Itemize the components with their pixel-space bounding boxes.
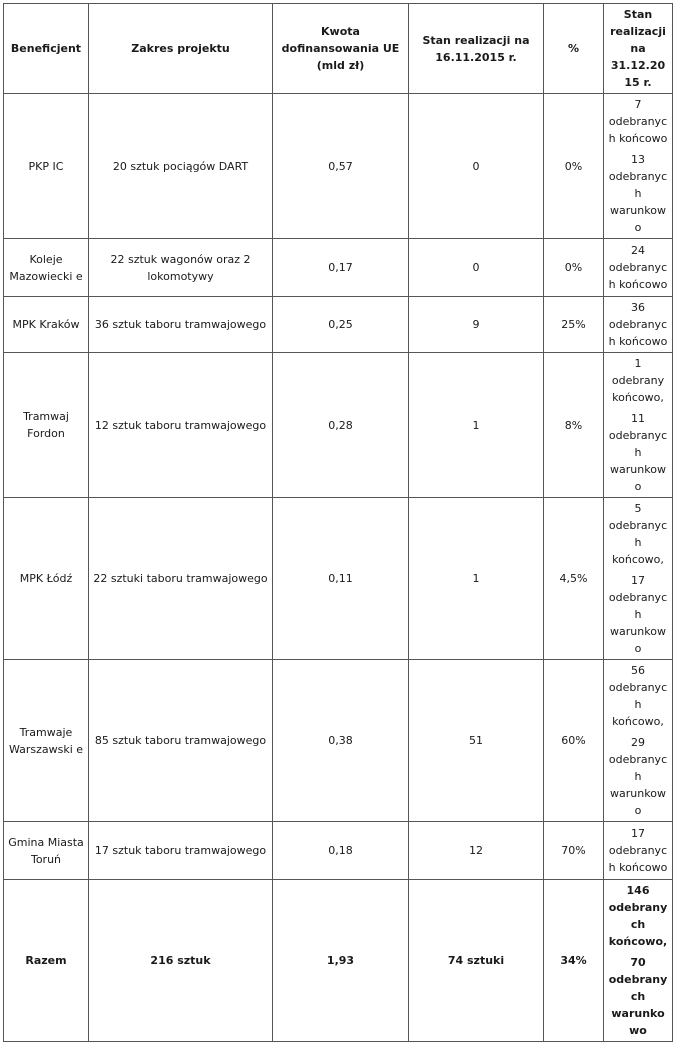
- cell-amount: 0,25: [273, 297, 409, 353]
- cell-percent: 8%: [544, 353, 604, 498]
- header-amount: Kwota dofinansowania UE (mld zł): [273, 4, 409, 94]
- cell-status-2: [604, 297, 673, 353]
- status-2-final: 5 odebranych końcowo,: [608, 502, 668, 566]
- status-2-final: 24 odebranych końcowo: [608, 244, 668, 291]
- cell-status-2: [604, 353, 673, 498]
- cell-beneficiary: Tramwaje Warszawski e: [4, 660, 89, 822]
- cell-beneficiary: MPK Łódź: [4, 498, 89, 660]
- total-beneficiary: Razem: [4, 880, 89, 1042]
- cell-amount: 0,28: [273, 353, 409, 498]
- cell-beneficiary: PKP IC: [4, 94, 89, 239]
- status-2-final: 1 odebrany końcowo,: [611, 357, 665, 404]
- cell-status-2: [604, 239, 673, 297]
- status-2-final: 56 odebranych końcowo,: [608, 664, 668, 728]
- cell-status-2: [604, 822, 673, 880]
- cell-amount: 0,57: [273, 94, 409, 239]
- status-2-conditional: 13 odebranych warunkowo: [608, 153, 668, 234]
- table-row: [4, 239, 673, 297]
- cell-percent: 0%: [544, 94, 604, 239]
- cell-status-2: [604, 94, 673, 239]
- total-percent: 34%: [544, 880, 604, 1042]
- funding-table: [3, 3, 673, 1042]
- total-scope: 216 sztuk: [89, 880, 273, 1042]
- cell-percent: 4,5%: [544, 498, 604, 660]
- cell-beneficiary: Koleje Mazowiecki e: [4, 239, 89, 297]
- cell-status-2: [604, 660, 673, 822]
- cell-status-1: 0: [409, 239, 544, 297]
- cell-amount: 0,38: [273, 660, 409, 822]
- cell-status-1: 12: [409, 822, 544, 880]
- cell-scope: 22 sztuk wagonów oraz 2 lokomotywy: [89, 239, 273, 297]
- status-2-final: 17 odebranych końcowo: [608, 827, 668, 874]
- header-beneficiary: Beneficjent: [4, 4, 89, 94]
- total-row: [4, 880, 673, 1042]
- total-status-1: 74 sztuki: [409, 880, 544, 1042]
- cell-beneficiary: MPK Kraków: [4, 297, 89, 353]
- cell-status-1: 51: [409, 660, 544, 822]
- cell-scope: 85 sztuk taboru tramwajowego: [89, 660, 273, 822]
- cell-percent: 0%: [544, 239, 604, 297]
- cell-amount: 0,17: [273, 239, 409, 297]
- cell-amount: 0,11: [273, 498, 409, 660]
- cell-beneficiary: Gmina Miasta Toruń: [4, 822, 89, 880]
- cell-scope: 17 sztuk taboru tramwajowego: [89, 822, 273, 880]
- cell-status-1: 1: [409, 353, 544, 498]
- status-2-conditional: 17 odebranych warunkowo: [608, 574, 668, 655]
- total-amount: 1,93: [273, 880, 409, 1042]
- cell-scope: 12 sztuk taboru tramwajowego: [89, 353, 273, 498]
- cell-status-1: 9: [409, 297, 544, 353]
- table-row: [4, 498, 673, 660]
- cell-percent: 70%: [544, 822, 604, 880]
- header-status-1: Stan realizacji na 16.11.2015 r.: [409, 4, 544, 94]
- table-row: [4, 822, 673, 880]
- header-scope: Zakres projektu: [89, 4, 273, 94]
- status-2-conditional: 11 odebranych warunkowo: [608, 412, 668, 493]
- cell-percent: 25%: [544, 297, 604, 353]
- header-percent: %: [544, 4, 604, 94]
- table-row: [4, 353, 673, 498]
- cell-scope: 36 sztuk taboru tramwajowego: [89, 297, 273, 353]
- cell-scope: 20 sztuk pociągów DART: [89, 94, 273, 239]
- header-status-2: Stan realizacji na 31.12.2015 r.: [604, 4, 673, 94]
- status-2-final: 7 odebranych końcowo: [608, 98, 668, 145]
- total-status-2-conditional: 70 odebranych warunkowo: [608, 956, 668, 1037]
- cell-percent: 60%: [544, 660, 604, 822]
- header-row: [4, 4, 673, 94]
- table-row: [4, 660, 673, 822]
- status-2-final: 36 odebranych końcowo: [608, 301, 668, 348]
- cell-status-1: 0: [409, 94, 544, 239]
- table-row: [4, 94, 673, 239]
- cell-scope: 22 sztuki taboru tramwajowego: [89, 498, 273, 660]
- total-status-2-final: 146 odebranych końcowo,: [608, 884, 668, 948]
- cell-status-2: [604, 498, 673, 660]
- status-2-conditional: 29 odebranych warunkowo: [608, 736, 668, 817]
- cell-status-1: 1: [409, 498, 544, 660]
- cell-beneficiary: Tramwaj Fordon: [4, 353, 89, 498]
- total-status-2: [604, 880, 673, 1042]
- table-row: [4, 297, 673, 353]
- cell-amount: 0,18: [273, 822, 409, 880]
